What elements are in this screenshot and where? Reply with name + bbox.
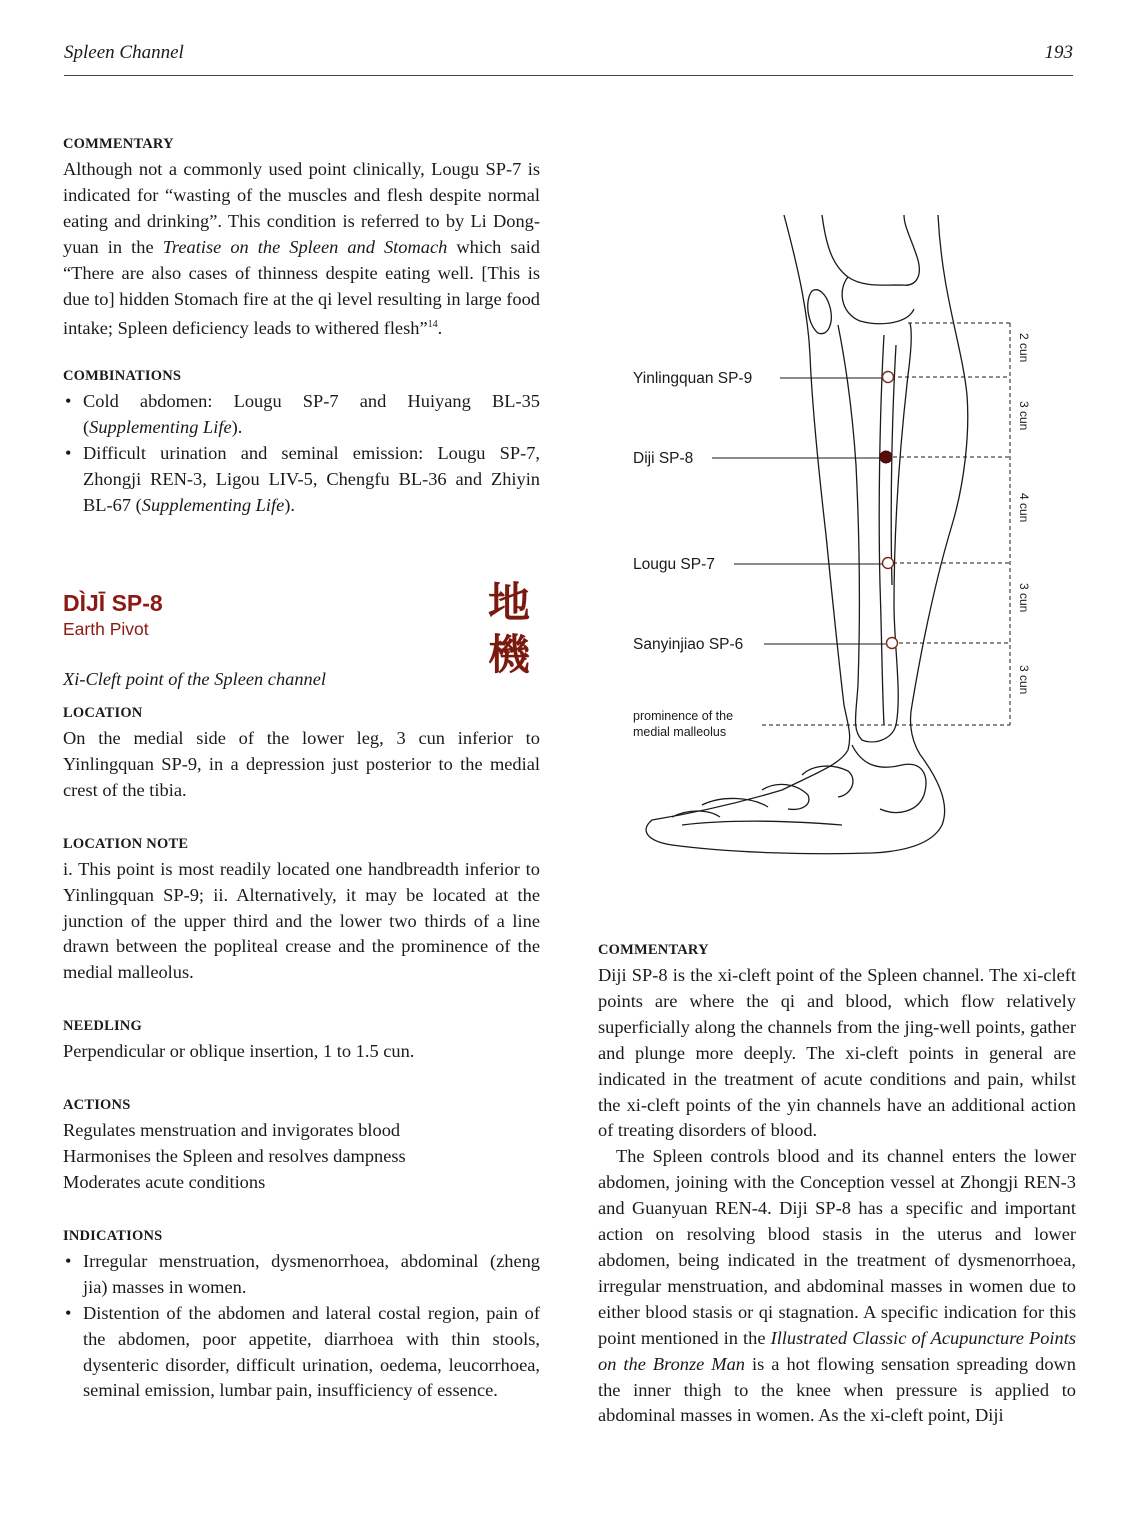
list-item: • Difficult urination and seminal emission: Lougu SP-7, Zhongji REN-3, Ligou LIV-5, Chengfu BL-36 and Zhiyin BL-67 (Supplementing Life). — [63, 441, 540, 519]
sp7-marker — [883, 558, 894, 569]
location-text: On the medial side of the lower leg, 3 cun inferior to Yinlingquan SP-9, in a depression just posterior to the medial crest of the tibia. — [63, 728, 540, 800]
list-item: • Cold abdomen: Lougu SP-7 and Huiyang BL-35 (Supplementing Life). — [63, 389, 540, 441]
book-title-bronze-man: Illustrated Classic of Acupuncture Points on the Bronze Man — [598, 1327, 1076, 1374]
right-column — [598, 940, 1076, 1429]
commentary-diji-p1: Diji SP-8 is the xi-cleft point of the Spleen channel. The xi-cleft points are where the qi and blood, which flow relatively superficially along the channels from the jing-well points, gather and plunge more deeply. The xi-cleft points in general are indicated in the treatment of acute conditions and pain, whilst the xi-cleft points of the yin channels have an additional action of treating disorders of blood. — [598, 965, 1076, 1141]
point-classification: Xi-Cleft point of the Spleen channel — [63, 669, 327, 689]
sp9-marker — [883, 372, 894, 383]
measurement-lines — [762, 323, 1010, 725]
running-title: Spleen Channel — [64, 42, 184, 63]
point-english-name: Earth Pivot — [63, 619, 149, 639]
measure-3-cun-b: 3 cun — [1017, 583, 1031, 613]
list-item: • Distention of the abdomen and lateral costal region, pain of the abdomen, poor appetite, diarrhoea with thin stools, dysenteric disorder, difficult urination, oedema, leucorrhoea, seminal emission, lumbar pain, insufficiency of essence. — [63, 1301, 540, 1405]
leg-diagram-svg — [612, 205, 1092, 865]
sp6-marker — [887, 638, 898, 649]
measure-2-cun: 2 cun — [1017, 333, 1031, 363]
label-sp8: Diji SP-8 — [633, 450, 694, 467]
page-number: 193 — [1044, 42, 1073, 63]
measure-4-cun: 4 cun — [1017, 493, 1031, 523]
location-heading: LOCATION — [63, 705, 143, 721]
commentary-lougu-paragraph: Although not a commonly used point clinically, Lougu SP-7 is indicated for “wasting of the muscles and flesh despite normal eating and drinking”. This condition is referred to by Li Dong-yuan in the Treatise on the Spleen and Stomach which said “There are also cases of thinness despite eating well. [This is due to] hidden Stomach fire at the qi level resulting in large food intake; Spleen deficiency leads to withered flesh”$^{14}$. — [63, 159, 540, 339]
list-item: Moderates acute conditions — [63, 1171, 266, 1192]
list-item: Regulates menstruation and invigorates blood — [63, 1120, 401, 1141]
combinations-heading: COMBINATIONS — [63, 368, 182, 385]
leg-outline — [646, 215, 968, 854]
measure-3-cun-c: 3 cun — [1017, 665, 1031, 695]
point-header — [63, 578, 540, 689]
point-title: DÌJĪ SP-8 — [63, 590, 163, 616]
measure-3-cun-a: 3 cun — [1017, 401, 1031, 431]
indications-list — [63, 1249, 540, 1404]
chinese-characters: 地 機 — [487, 578, 530, 679]
location-note-text: i. This point is most readily located one handbreadth inferior to Yinlingquan SP-9; ii. Alternatively, it may be located at the junction of the upper third and the lower two thirds of a line drawn between the popliteal crease and the prominence of the medial malleolus. — [63, 858, 540, 983]
footnote-ref: 14 — [427, 319, 438, 331]
commentary-diji-heading: COMMENTARY — [598, 942, 709, 958]
label-sp9: Yinlingquan SP-9 — [633, 370, 753, 387]
running-header — [64, 38, 1073, 76]
commentary-heading: COMMENTARY — [63, 136, 174, 152]
label-malleolus-line2: medial malleolus — [633, 725, 727, 739]
book-title-treatise: Treatise on the Spleen and Stomach — [162, 236, 448, 257]
actions-heading: ACTIONS — [63, 1097, 131, 1114]
needling-text: Perpendicular or oblique insertion, 1 to 1.5 cun. — [63, 1041, 415, 1062]
indications-heading: INDICATIONS — [63, 1227, 163, 1244]
location-note-heading: LOCATION NOTE — [63, 835, 189, 852]
label-sp7: Lougu SP-7 — [633, 556, 715, 573]
left-column — [63, 134, 540, 1404]
label-malleolus-line1: prominence of the — [633, 709, 734, 723]
sp8-marker — [880, 451, 892, 463]
combinations-list — [63, 389, 540, 519]
commentary-diji-p2: The Spleen controls blood and its channel enters the lower abdomen, joining with the Conception vessel at Zhongji REN-3 and Guanyuan REN-4. Diji SP-8 has a specific and important action on resolving blood stasis in the uterus and lower abdomen, being indicated in the treatment of dysmenorrhoea, irregular menstruation, and abdominal masses in women due to either blood stasis or qi stagnation. A specific indication for this point mentioned in the Illustrated Classic of Acupuncture Points on the Bronze Man is a hot flowing sensation spreading down the inner thigh to the knee when pressure is applied to abdominal masses in women. As the xi-cleft point, Diji — [598, 1146, 1077, 1426]
actions-list — [63, 1118, 540, 1196]
list-item: • Irregular menstruation, dysmenorrhoea, abdominal (zheng jia) masses in women. — [63, 1249, 540, 1301]
label-sp6: Sanyinjiao SP-6 — [633, 636, 744, 653]
list-item: Harmonises the Spleen and resolves dampness — [63, 1146, 406, 1167]
leader-lines — [712, 378, 888, 644]
needling-heading: NEEDLING — [63, 1018, 142, 1035]
leg-illustration — [612, 205, 1092, 865]
